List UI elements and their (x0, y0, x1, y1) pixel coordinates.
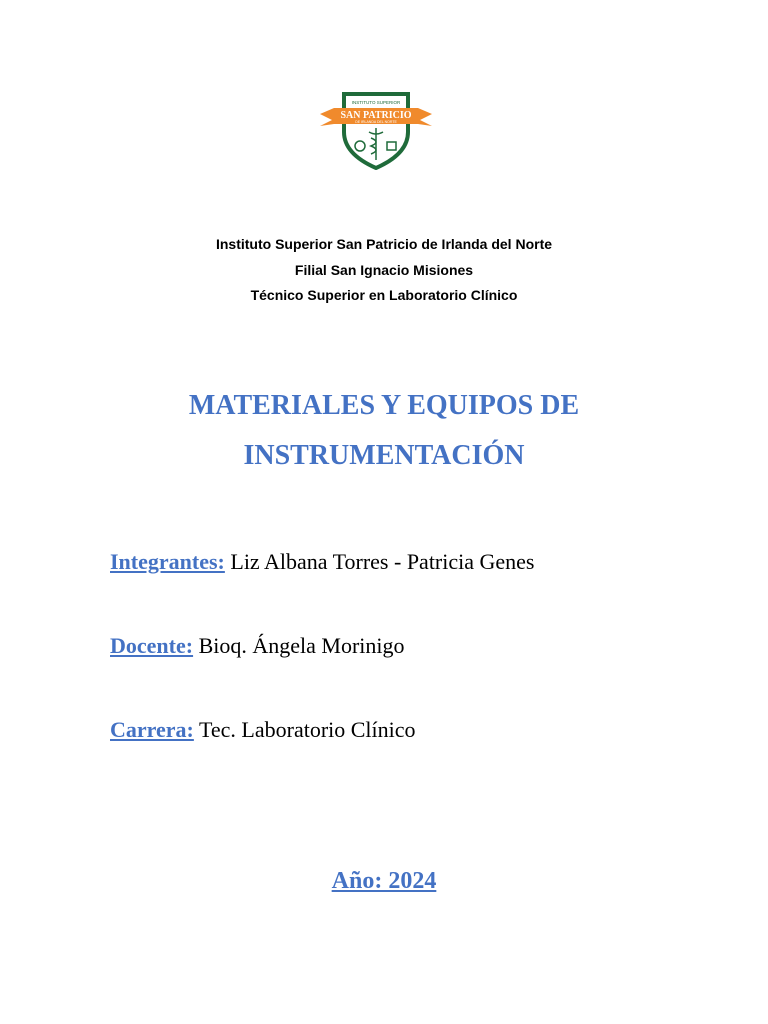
logo-banner-text: SAN PATRICIO (340, 110, 412, 121)
integrantes-row (110, 549, 535, 575)
carrera-row (110, 717, 416, 743)
logo-bottom-text: DE IRLANDA DEL NORTE (355, 120, 397, 124)
carrera-label: Carrera: (110, 717, 194, 742)
logo-top-text: INSTITUTO SUPERIOR (351, 100, 401, 105)
institute-logo (316, 84, 436, 170)
docente-row (110, 633, 405, 659)
institution-branch: Filial San Ignacio Misiones (294, 262, 474, 278)
document-title-line1: MATERIALES Y EQUIPOS DE (188, 390, 580, 421)
integrantes-label: Integrantes: (110, 549, 225, 574)
integrantes-value: Liz Albana Torres - Patricia Genes (230, 549, 535, 574)
institution-program: Técnico Superior en Laboratorio Clínico (250, 287, 518, 303)
carrera-value: Tec. Laboratorio Clínico (198, 717, 416, 742)
year: Año: 2024 (331, 868, 437, 894)
institution-name: Instituto Superior San Patricio de Irlanda del Norte (215, 236, 553, 252)
docente-value: Bioq. Ángela Morinigo (198, 633, 405, 658)
document-title-line2: INSTRUMENTACIÓN (243, 440, 525, 471)
docente-label: Docente: (110, 633, 194, 658)
